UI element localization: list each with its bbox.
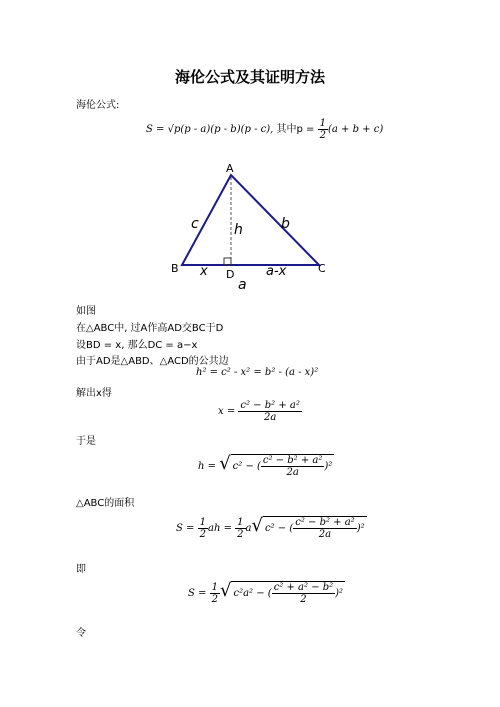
sqrt-sign: √ (219, 580, 232, 601)
fraction-numerator: c² − b² + a² (295, 517, 355, 528)
fraction-denominator: 2 (199, 529, 206, 540)
height-h-label: h (234, 222, 243, 238)
heron-p-prefix: 其中p = (276, 124, 315, 135)
fraction-denominator: 2 (237, 529, 244, 540)
step-text: 于是 (76, 436, 96, 447)
segment-x-label: x (200, 264, 208, 279)
equation-close: )² (356, 523, 365, 534)
equation-close: )² (335, 588, 344, 599)
equation-area (176, 515, 367, 540)
step-text: △ABC的面积 (76, 498, 135, 509)
fraction-numerator: c² − b² + a² (240, 400, 300, 411)
equation-h (198, 453, 334, 478)
equation-body: c²a² − ( (233, 588, 272, 599)
fraction-numerator: 1 (211, 582, 218, 593)
step-text: 令 (76, 628, 86, 639)
fraction-denominator: 2 (211, 594, 218, 605)
sqrt-sign: √ (219, 453, 231, 474)
vertex-a-label: A (226, 162, 234, 175)
fraction-numerator: 1 (319, 118, 326, 129)
page-title: 海伦公式及其证明方法 (174, 68, 325, 86)
fraction-denominator: 2 (300, 594, 307, 605)
heron-formula (146, 118, 383, 141)
equation-close: )² (324, 461, 333, 472)
heron-s-formula: S = √p(p - a)(p - b)(p - c), (146, 124, 274, 135)
vertex-b-label: B (171, 262, 179, 275)
equation-body: c² − ( (232, 461, 261, 472)
fraction-denominator: 2a (318, 529, 332, 540)
equation-mid: ah = (207, 523, 232, 534)
equation-x (218, 400, 302, 423)
foot-d-label: D (226, 268, 235, 281)
step-text: 即 (76, 564, 86, 575)
side-c-label: c (191, 216, 199, 232)
equation-lhs: x = (218, 406, 236, 417)
step-text: 解出x得 (76, 388, 112, 399)
step-text: 设BD = x, 那么DC = a−x (76, 340, 198, 351)
step-text: 如图 (76, 306, 96, 317)
segment-ax-label: a-x (266, 264, 287, 279)
right-angle-mark (224, 258, 231, 265)
side-a-label: a (238, 277, 247, 293)
fraction-denominator: 2a (263, 412, 277, 423)
fraction-numerator: c² + a² − b² (273, 582, 334, 593)
step-text: 在△ABC中, 过A作高AD交BC于D (76, 323, 224, 334)
fraction-numerator: 1 (237, 517, 244, 528)
side-b-label: b (281, 216, 290, 232)
fraction-denominator: 2 (319, 130, 326, 141)
fraction-numerator: 1 (199, 517, 206, 528)
fraction-numerator: c² − b² + a² (262, 455, 323, 466)
triangle-abc (182, 175, 319, 265)
equation-area-expanded (188, 580, 345, 605)
equation-lhs: S = (188, 588, 207, 599)
heron-p-fraction (318, 118, 328, 141)
triangle-figure (160, 158, 340, 293)
sqrt-sign: √ (251, 515, 263, 536)
equation-body: c² − ( (264, 523, 294, 534)
equation-a: a (245, 523, 252, 534)
intro-label: 海伦公式: (76, 100, 120, 111)
vertex-c-label: C (318, 262, 326, 275)
step-text: 由于AD是△ABD、△ACD的公共边 (76, 356, 229, 367)
equation-lhs: S = (176, 523, 195, 534)
equation-lhs: h = (198, 461, 216, 472)
heron-p-rest: (a + b + c) (327, 124, 384, 135)
fraction-denominator: 2a (286, 467, 299, 478)
equation-h-squared: h² = c² - x² = b² - (a - x)² (196, 367, 319, 378)
